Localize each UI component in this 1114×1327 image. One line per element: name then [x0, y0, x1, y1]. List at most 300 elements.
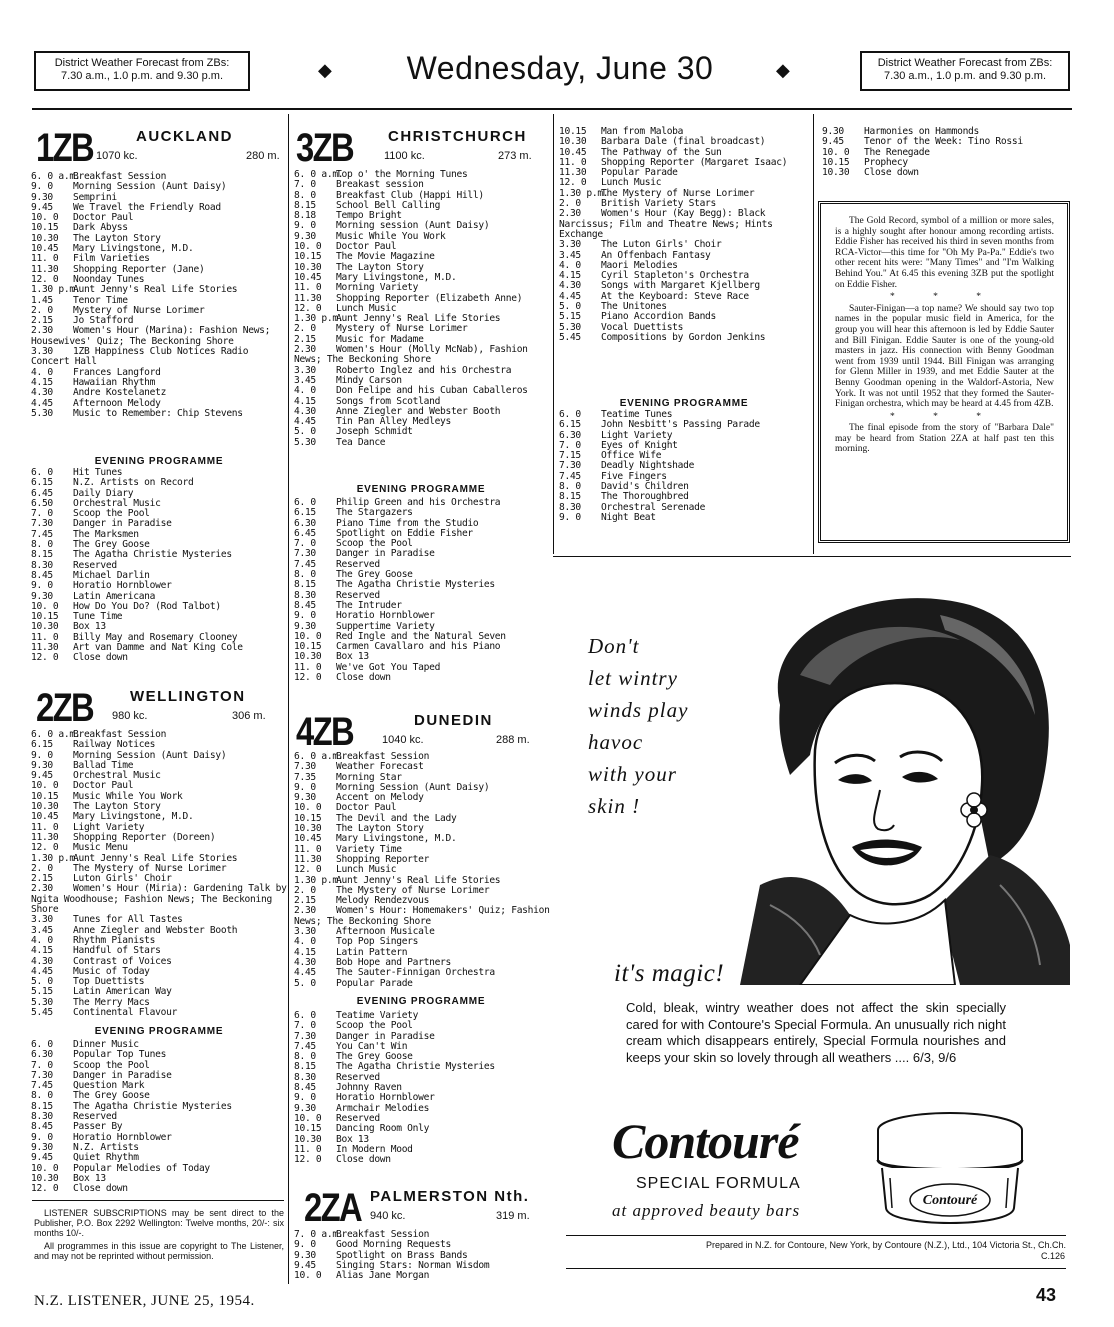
feature-notes-box [818, 201, 1070, 543]
programme-time: 1.30 p.m. [294, 874, 344, 886]
programme-time: 10. 0 [294, 241, 322, 253]
programme-time: 1.30 p.m. [31, 852, 81, 864]
programme-title: Music of Today [73, 965, 150, 977]
programme-time: 6. 0 [31, 467, 53, 478]
programme-title: Reserved [336, 589, 380, 601]
programme-time: 10.30 [559, 136, 587, 148]
programme-time: 4.45 [294, 416, 316, 428]
programme-time: 10.30 [294, 261, 322, 273]
programme-title: Box 13 [73, 1172, 106, 1184]
programme-title: Box 13 [336, 1133, 369, 1145]
programme-row [31, 602, 287, 612]
programme-time: 8.15 [294, 579, 316, 591]
programme-time: 10.15 [294, 641, 322, 653]
programme-time: 4.30 [31, 387, 53, 399]
evening-heading-1zb: EVENING PROGRAMME [94, 456, 224, 467]
programme-row [559, 461, 811, 471]
programme-row [294, 417, 550, 427]
programme-title: Joseph Schmidt [336, 426, 413, 438]
programme-title: In Modern Mood [336, 1143, 413, 1155]
programme-time: 4. 0 [31, 366, 53, 378]
programme-row [822, 168, 1072, 178]
programme-title: Danger in Paradise [336, 1030, 435, 1042]
station-wavelength: 306 m. [232, 710, 266, 722]
programme-title: Frances Langford [73, 366, 161, 378]
programme-time: 8.15 [31, 1100, 53, 1112]
programme-row [31, 833, 287, 843]
ad-availability: at approved beauty bars [612, 1201, 801, 1220]
programme-title: Shopping Reporter (Doreen) [73, 831, 216, 843]
programme-title: Mystery of Nurse Lorimer [336, 323, 468, 335]
programme-title: Women's Hour: Homemakers' Quiz; Fashion News; The Beckoning Shore [294, 905, 550, 927]
programme-title: Tunes for All Tastes [73, 914, 183, 926]
programme-time: 9.30 [294, 1102, 316, 1114]
programme-time: 1.30 p.m. [559, 187, 609, 199]
programme-time: 1.45 [31, 294, 53, 306]
programme-row [31, 1102, 287, 1112]
programme-time: 2.30 [31, 883, 53, 895]
programme-title: The Merry Macs [73, 996, 150, 1008]
programme-row [31, 388, 287, 398]
programme-title: Johnny Raven [336, 1082, 402, 1094]
programme-title: The Grey Goose [73, 539, 150, 551]
programme-row [31, 1081, 287, 1091]
programme-row [31, 213, 287, 223]
programme-title: Orchestral Music [73, 497, 161, 509]
programme-title: Afternoon Melody [73, 397, 161, 409]
programme-time: 8.30 [31, 1111, 53, 1123]
programme-time: 10.45 [31, 811, 59, 823]
separator-stars: * * * [890, 292, 999, 303]
station-city: DUNEDIN [414, 712, 493, 729]
programme-time: 8.45 [31, 569, 53, 581]
programme-row [294, 386, 550, 396]
programme-time: 9.30 [294, 620, 316, 632]
programme-title: Close down [73, 652, 128, 664]
programme-time: 2.15 [31, 315, 53, 327]
programme-time: 4.45 [559, 290, 581, 302]
ad-body-text: Cold, bleak, wintry weather does not affect the skin specially cared for with Contoure's Special Formula. An unusually rich night cream which disappears entirely, Special Formula nourishes and keeps your skin so lovely through all weathers .... 6/3, 9/6 [626, 1000, 1006, 1065]
programme-title: Women's Hour (Miria): Gardening Talk by Ngita Woodhouse; Fashion News; The Beckoning Shore [31, 883, 287, 916]
programme-title: The Agatha Christie Mysteries [73, 549, 232, 561]
column-rule [288, 114, 289, 1284]
programme-time: 7.45 [294, 558, 316, 570]
programme-title: Horatio Hornblower [336, 1092, 435, 1104]
station-frequency: 980 kc. [112, 710, 148, 722]
programme-title: Danger in Paradise [336, 548, 435, 560]
programme-time: 2. 0 [31, 304, 53, 316]
programme-row [294, 968, 550, 978]
programme-title: Good Morning Requests [336, 1239, 451, 1251]
programme-time: 10. 0 [294, 1112, 322, 1124]
programme-row [294, 591, 550, 601]
programme-title: Scoop the Pool [336, 1020, 413, 1032]
programme-title: Doctor Paul [73, 212, 134, 224]
programme-title: Tenor of the Week: Tino Rossi [864, 136, 1023, 148]
programme-time: 10. 0 [31, 1162, 59, 1174]
programme-time: 12. 0 [294, 302, 322, 314]
programme-time: 11. 0 [31, 821, 59, 833]
programme-time: 7. 0 [294, 1020, 316, 1032]
programme-title: Latin Pattern [336, 946, 408, 958]
programme-time: 10.30 [294, 1133, 322, 1145]
programme-time: 4.30 [31, 955, 53, 967]
programme-title: Teatime Tunes [601, 409, 673, 420]
programme-title: Breakfast Session [73, 171, 167, 182]
programme-time: 4.45 [31, 965, 53, 977]
station-frequency: 1040 kc. [382, 734, 424, 746]
weather-line-1: District Weather Forecast from ZBs: [877, 57, 1053, 69]
programme-row [31, 643, 287, 653]
programme-title: Alias Jane Morgan [336, 1270, 430, 1282]
programme-title: Orchestral Serenade [601, 501, 706, 513]
ad-slogan-line: skin ! [588, 794, 641, 818]
programme-title: Music While You Work [336, 230, 446, 242]
station-frequency: 1070 kc. [96, 150, 138, 162]
programme-time: 8. 0 [31, 1090, 53, 1102]
programme-title: The Mystery of Nurse Lorimer [336, 884, 490, 896]
programme-title: Spotlight on Brass Bands [336, 1249, 468, 1261]
programme-title: Tea Dance [336, 436, 386, 448]
programme-title: Doctor Paul [73, 780, 134, 792]
programme-title: The Unitones [601, 301, 667, 313]
ad-slogan-line: winds play [588, 698, 689, 722]
programme-title: Suppertime Variety [336, 620, 435, 632]
programme-time: 5.45 [559, 331, 581, 343]
programme-time: 10. 0 [31, 212, 59, 224]
programme-time: 9.30 [31, 590, 53, 602]
cream-jar-illustration [870, 1108, 1030, 1233]
ad-product-name: SPECIAL FORMULA [636, 1175, 801, 1192]
programme-time: 11. 0 [559, 156, 587, 168]
programme-time: 7. 0 [31, 508, 53, 520]
programme-time: 11.30 [294, 292, 322, 304]
programme-list-1zb-day [31, 172, 287, 419]
station-wavelength: 273 m. [498, 150, 532, 162]
programme-title: Lunch Music [336, 302, 397, 314]
programme-time: 7. 0 [31, 1059, 53, 1071]
programme-title: The Stargazers [336, 507, 413, 519]
programme-time: 9.30 [822, 126, 844, 137]
programme-time: 6. 0 a.m. [31, 171, 81, 182]
programme-title: Man from Maloba [601, 126, 684, 137]
programme-title: Teatime Variety [336, 1010, 419, 1021]
programme-row [31, 499, 287, 509]
programme-title: Top o' the Morning Tunes [336, 169, 468, 180]
programme-title: The Agatha Christie Mysteries [336, 1061, 495, 1073]
programme-title: Variety Time [336, 843, 402, 855]
programme-row [294, 438, 550, 448]
programme-title: Melody Rendezvous [336, 895, 430, 907]
programme-title: Maori Melodies [601, 259, 678, 271]
programme-time: 6. 0 a.m. [294, 169, 344, 180]
programme-time: 5. 0 [31, 976, 53, 988]
programme-time: 6. 0 a.m. [294, 751, 344, 762]
programme-time: 2.30 [294, 344, 316, 356]
station-frequency: 1100 kc. [384, 150, 425, 162]
programme-title: Shopping Reporter (Elizabeth Anne) [336, 292, 523, 304]
programme-row [31, 550, 287, 560]
programme-title: Quiet Rhythm [73, 1152, 139, 1164]
programme-row [31, 519, 287, 529]
programme-title: Light Variety [73, 821, 145, 833]
programme-title: Afternoon Musicale [336, 926, 435, 938]
programme-time: 10.15 [822, 156, 850, 168]
programme-row [31, 1164, 287, 1174]
programme-row [822, 148, 1072, 158]
station-wavelength: 280 m. [246, 150, 280, 162]
ad-slogan-line: let wintry [588, 666, 678, 690]
programme-time: 6.50 [31, 497, 53, 509]
programme-time: 9.45 [31, 201, 53, 213]
station-call-sign: 2ZA [304, 1186, 362, 1230]
programme-time: 11. 0 [294, 1143, 322, 1155]
programme-row [294, 906, 550, 927]
programme-time: 8.15 [31, 549, 53, 561]
programme-time: 10.30 [31, 621, 59, 633]
programme-row [31, 326, 287, 347]
station-city: CHRISTCHURCH [388, 128, 527, 145]
programme-time: 8. 0 [294, 569, 316, 581]
programme-time: 9. 0 [294, 1239, 316, 1251]
programme-title: Songs with Margaret Kjellberg [601, 280, 760, 292]
programme-row [294, 937, 550, 947]
programme-title: Breakfast Session [336, 751, 430, 762]
programme-title: The Marksmen [73, 528, 139, 540]
ad-slogan-line: havoc [588, 730, 644, 754]
programme-time: 4. 0 [31, 934, 53, 946]
programme-row [31, 926, 287, 936]
programme-title: Women's Hour (Kay Begg): Black Narcissus; Film and Theatre News; Hints Exchange [559, 208, 773, 240]
station-city: AUCKLAND [136, 128, 233, 145]
programme-title: Orchestral Music [73, 770, 161, 782]
programme-time: 6. 0 [31, 1039, 53, 1050]
programme-time: 7.45 [31, 1080, 53, 1092]
programme-title: Popular Melodies of Today [73, 1162, 210, 1174]
programme-time: 6.15 [31, 739, 53, 751]
programme-time: 6.15 [559, 419, 581, 431]
programme-title: Michael Darlin [73, 569, 150, 581]
programme-row [294, 673, 550, 683]
programme-row [294, 793, 550, 803]
programme-time: 10.15 [294, 1123, 322, 1135]
programme-time: 5. 0 [294, 977, 316, 989]
programme-title: You Can't Win [336, 1040, 408, 1052]
station-call-sign: 3ZB [296, 126, 354, 170]
programme-row [294, 834, 550, 844]
programme-time: 6.15 [31, 477, 53, 489]
programme-title: Hawaiian Rhythm [73, 376, 156, 388]
programme-time: 8.30 [294, 1071, 316, 1083]
programme-row [559, 503, 811, 513]
programme-list-3zb-evening [294, 498, 550, 683]
programme-row [294, 1062, 550, 1072]
programme-time: 8.15 [294, 1061, 316, 1073]
programme-title: Noonday Tunes [73, 273, 145, 285]
programme-time: 10. 0 [31, 600, 59, 612]
programme-title: Dancing Room Only [336, 1123, 430, 1135]
programme-row [294, 1073, 550, 1083]
programme-time: 12. 0 [294, 1154, 322, 1166]
programme-time: 10.45 [31, 243, 59, 255]
programme-title: Railway Notices [73, 739, 156, 751]
programme-title: Andre Kostelanetz [73, 387, 167, 399]
programme-time: 2.30 [559, 208, 581, 220]
programme-time: 5.45 [31, 1007, 53, 1019]
programme-title: The Luton Girls' Choir [601, 239, 722, 251]
programme-time: 8.45 [294, 599, 316, 611]
programme-title: Scoop the Pool [336, 538, 413, 550]
programme-time: 2.15 [294, 333, 316, 345]
programme-title: Mary Livingstone, M.D. [336, 833, 457, 845]
programme-time: 6. 0 [294, 497, 316, 508]
programme-title: Prophecy [864, 156, 908, 168]
programme-time: 10.30 [822, 167, 850, 179]
programme-time: 10. 0 [822, 146, 850, 158]
programme-row [294, 1104, 550, 1114]
programme-row [294, 1124, 550, 1134]
programme-title: Philip Green and his Orchestra [336, 497, 501, 508]
programme-time: 3.30 [31, 346, 53, 358]
programme-time: 12. 0 [559, 177, 587, 189]
programme-time: 9. 0 [31, 580, 53, 592]
separator-stars: * * * [890, 411, 999, 422]
programme-time: 6. 0 [559, 409, 581, 420]
programme-time: 9.30 [294, 1249, 316, 1261]
programme-time: 10.15 [31, 790, 59, 802]
programme-time: 12. 0 [31, 652, 59, 664]
subs-rule [32, 1200, 284, 1201]
programme-time: 10. 0 [294, 630, 322, 642]
programme-title: Luton Girls' Choir [73, 873, 172, 885]
programme-title: The Grey Goose [336, 569, 413, 581]
programme-time: 4. 0 [294, 385, 316, 397]
programme-title: Singing Stars: Norman Wisdom [336, 1259, 490, 1271]
programme-time: 6. 0 [294, 1010, 316, 1021]
programme-row [559, 333, 811, 343]
programme-title: The Grey Goose [73, 1090, 150, 1102]
programme-time: 11. 0 [294, 661, 322, 673]
programme-time: 12. 0 [294, 672, 322, 684]
programme-title: The Mystery of Nurse Lorimer [73, 862, 227, 874]
programme-row [31, 751, 287, 761]
page-number: 43 [1036, 1285, 1057, 1305]
programme-list-2za [294, 1230, 550, 1281]
programme-time: 5. 0 [294, 426, 316, 438]
programme-title: Breakfast Session [336, 1229, 430, 1240]
programme-title: Reserved [336, 558, 380, 570]
station-header-1zb [36, 128, 286, 168]
programme-row [294, 1032, 550, 1042]
programme-time: 10.15 [31, 611, 59, 623]
programme-time: 10.15 [31, 222, 59, 234]
programme-title: The Devil and the Lady [336, 812, 457, 824]
programme-list-continued [822, 127, 1072, 178]
station-city: WELLINGTON [130, 688, 246, 705]
programme-title: Popular Parade [601, 167, 678, 179]
programme-row [822, 137, 1072, 147]
programme-title: Office Wife [601, 450, 662, 462]
programme-row [31, 561, 287, 571]
programme-row [31, 530, 287, 540]
programme-time: 9.45 [822, 136, 844, 148]
programme-row [31, 967, 287, 977]
programme-time: 2.30 [294, 905, 316, 917]
programme-title: Reserved [336, 1112, 380, 1124]
programme-time: 12. 0 [31, 1183, 59, 1195]
programme-time: 2. 0 [559, 198, 581, 210]
programme-time: 10.30 [31, 801, 59, 813]
programme-time: 11.30 [294, 853, 322, 865]
programme-time: 8.30 [559, 501, 581, 513]
programme-time: 7.45 [31, 528, 53, 540]
programme-title: Harmonies on Hammonds [864, 126, 979, 137]
programme-title: The Layton Story [336, 823, 424, 835]
programme-time: 8.30 [31, 559, 53, 571]
programme-row [559, 158, 811, 168]
programme-row [31, 946, 287, 956]
programme-row [294, 927, 550, 937]
ad-bottom-rule [566, 1268, 1066, 1269]
programme-row [559, 513, 811, 523]
programme-time: 4.15 [294, 395, 316, 407]
programme-title: David's Children [601, 481, 689, 493]
programme-title: The Grey Goose [336, 1051, 413, 1063]
programme-time: 6.15 [294, 507, 316, 519]
programme-row [31, 653, 287, 663]
programme-title: Popular Parade [336, 977, 413, 989]
programme-title: Dinner Music [73, 1039, 139, 1050]
programme-title: Anne Ziegler and Webster Booth [73, 924, 238, 936]
programme-row [31, 285, 287, 295]
programme-time: 9. 0 [294, 1092, 316, 1104]
programme-title: Jo Stafford [73, 315, 134, 327]
programme-time: 2. 0 [31, 862, 53, 874]
programme-time: 7.30 [31, 518, 53, 530]
programme-row [31, 1174, 287, 1184]
programme-row [31, 987, 287, 997]
subscription-text: LISTENER SUBSCRIPTIONS may be sent direct to the Publisher, P.O. Box 2292 Wellington: Twelve months, 20/-: six months 10/-. [34, 1208, 284, 1238]
programme-title: School Bell Calling [336, 199, 441, 211]
programme-title: Top Duettists [73, 976, 145, 988]
programme-title: Tenor Time [73, 294, 128, 306]
programme-title: 1ZB Happiness Club Notices Radio Concert Hall [31, 346, 249, 368]
ad-slogan-line: with your [588, 762, 677, 786]
programme-time: 11.30 [31, 831, 59, 843]
programme-row [822, 158, 1072, 168]
programme-time: 6.30 [31, 1049, 53, 1061]
weather-forecast-box-left [34, 51, 250, 91]
programme-title: Eyes of Knight [601, 439, 678, 451]
programme-row [31, 612, 287, 622]
programme-title: Doctor Paul [336, 802, 397, 814]
ad-credit: Prepared in N.Z. for Contoure, New York, by Contoure (N.Z.), Ltd., 104 Victoria St., Ch.Ch. [706, 1240, 1066, 1250]
programme-title: We've Got You Taped [336, 661, 441, 673]
programme-title: Contrast of Voices [73, 955, 172, 967]
programme-title: Deadly Nightshade [601, 460, 695, 472]
programme-row [294, 498, 550, 508]
programme-title: Morning session (Aunt Daisy) [336, 220, 490, 232]
woman-illustration [740, 585, 1070, 985]
programme-title: Horatio Hornblower [73, 1131, 172, 1143]
programme-row [31, 730, 287, 740]
programme-title: Reserved [73, 559, 117, 571]
programme-row [294, 345, 550, 366]
programme-title: The Layton Story [73, 801, 161, 813]
barbara-dale-paragraph: The final episode from the story of "Barbara Dale" may be heard from Station 2ZA at half past ten this morning. [835, 423, 1054, 455]
programme-title: Latin Americana [73, 590, 156, 602]
programme-title: Doctor Paul [336, 241, 397, 253]
